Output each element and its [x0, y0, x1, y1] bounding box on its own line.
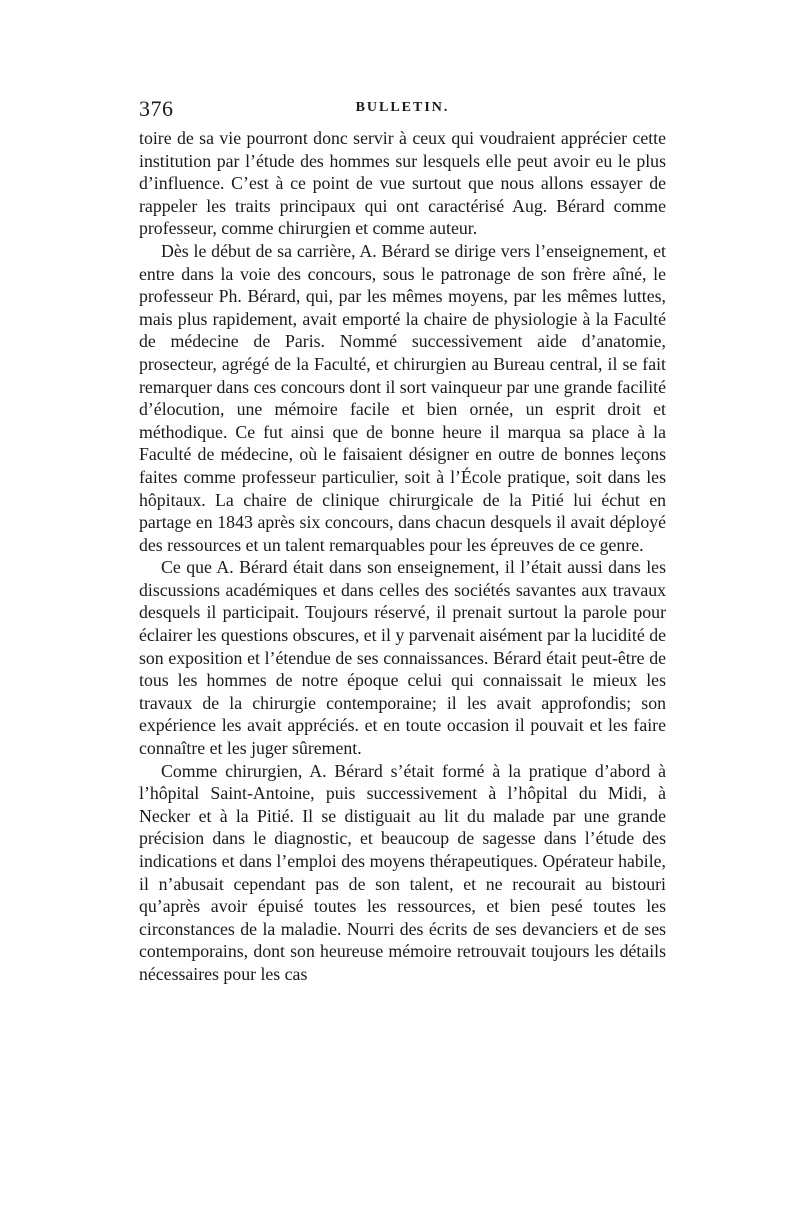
running-title: BULLETIN. — [355, 100, 450, 115]
body-text — [139, 127, 666, 986]
paragraph: Dès le début de sa carrière, A. Bérard se dirige vers l’enseignement, et entre dans la voie des concours, sous le patronage de son frère aîné, le professeur Ph. Bérard, qui, par les mêmes moyens, par les mêmes luttes, mais plus rapidement, avait emporté la chaire de physiologie à la Faculté de médecine de Paris. Nommé successivement aide d’anatomie, prosecteur, agrégé de la Faculté, et chirurgien au Bureau central, il se fait remarquer dans ces concours dont il sort vainqueur par une grande facilité d’élocution, une mémoire facile et bien ornée, un esprit droit et méthodique. Ce fut ainsi que de bonne heure il marqua sa place à la Faculté de médecine, où le faisaient désigner en outre de bonnes leçons faites comme professeur particulier, soit à l’École pratique, soit dans les hôpitaux. La chaire de clinique chirurgicale de la Pitié lui échut en partage en 1843 après six concours, dans chacun desquels il avait déployé des ressources et un talent remarquables pour les épreuves de ce genre. — [139, 240, 666, 555]
page-number: 376 — [139, 96, 174, 121]
running-head — [139, 96, 666, 126]
paragraph: Ce que A. Bérard était dans son enseignement, il l’était aussi dans les discussions académiques et dans celles des sociétés savantes aux travaux desquels il participait. Toujours réservé, il prenait surtout la parole pour éclairer les questions obscures, et il y parvenait aisément par la lucidité de son exposition et l’étendue de ses connaissances. Bérard était peut-être de tous les hommes de notre époque celui qui connaissait le mieux les travaux de la chirurgie contemporaine; il les avait approfondis; son expérience les avait appréciés. et en toute occasion il pouvait et les faire connaître et les juger sûrement. — [139, 557, 666, 759]
paragraph-continued: toire de sa vie pourront donc servir à ceux qui voudraient apprécier cette institution par l’étude des hommes sur lesquels elle peut avoir eu le plus d’influence. C’est à ce point de vue surtout que nous allons essayer de rappeler les traits principaux qui ont caractérisé Aug. Bérard comme professeur, comme chirurgien et comme auteur. — [139, 128, 666, 239]
paragraph: Comme chirurgien, A. Bérard s’était formé à la pratique d’abord à l’hôpital Saint-Antoine, puis successivement à l’hôpital du Midi, à Necker et à la Pitié. Il se distiguait au lit du malade par une grande précision dans le diagnostic, et beaucoup de sagesse dans l’étude des indications et dans l’emploi des moyens thérapeutiques. Opérateur habile, il n’abusait cependant pas de son talent, et ne recourait au bistouri qu’après avoir épuisé toutes les ressources, et bien pesé toutes les circonstances de la maladie. Nourri des écrits de ses devanciers et de ses contemporains, dont son heureuse mémoire retrouvait toujours les détails nécessaires pour les cas — [139, 760, 666, 984]
